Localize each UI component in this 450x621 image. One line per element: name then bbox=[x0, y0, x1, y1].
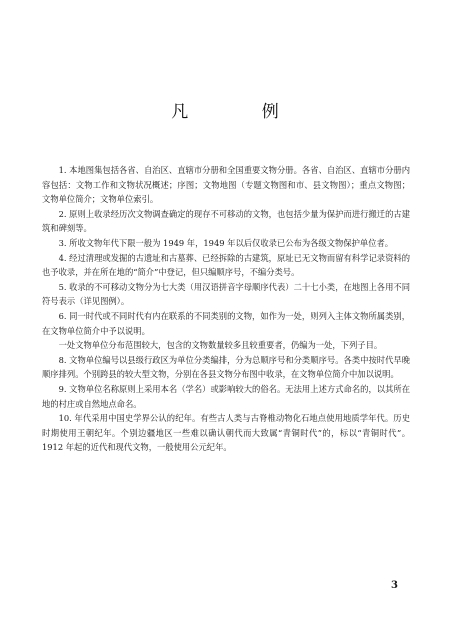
paragraph-1: 1. 本地图集包括各省、自治区、直辖市分册和全国重要文物分册。各省、自治区、直辖市分册内容包括：文物工作和文物状况概述；序图；文物地图（专题文物图和市、县文物图）；重点文物图；文物单位简介；文物单位索引。 bbox=[42, 165, 410, 205]
body-text bbox=[42, 163, 410, 455]
paragraph-2: 2. 原则上收录经历次文物调查确定的现存不可移动的文物，也包括少量为保护而进行搬迁的古建筑和碑刻等。 bbox=[42, 208, 410, 234]
page-number: 3 bbox=[391, 580, 398, 591]
paragraph-7: 一处文物单位分布范围较大，包含的文物数量较多且较重要者，仍编为一处，下列子目。 bbox=[58, 340, 383, 351]
paragraph-9: 9. 文物单位名称原则上采用本名（学名）或影响较大的俗名。无法用上述方式命名的，以其所在地的村庄或自然地点命名。 bbox=[42, 383, 410, 409]
paragraph-4: 4. 经过清理或发掘的古遗址和古墓葬、已经拆除的古建筑，原址已无文物而留有科学记录资料的也予收录，并在所在地的“简介”中登记，但只编顺序号，不编分类号。 bbox=[42, 252, 410, 278]
paragraph-3: 3. 所收文物年代下限一般为 1949 年，1949 年以后仅收录已公布为各级文物保护单位者。 bbox=[58, 237, 394, 248]
paragraph-6: 6. 同一时代或不同时代有内在联系的不同类别的文物，如作为一处，则列入主体文物所属类别，在文物单位简介中予以说明。 bbox=[42, 310, 410, 336]
paragraph-5: 5. 收录的不可移动文物分为七大类（用汉语拼音字母顺序代表）二十七小类，在地图上各用不同符号表示（详见图例）。 bbox=[42, 281, 410, 307]
page-title: 凡 例 bbox=[171, 102, 313, 122]
paragraph-10: 10. 年代采用中国史学界公认的纪年。有些古人类与古脊椎动物化石地点使用地质学年代。历史时期使用王朝纪年。个别边疆地区一些难以确认朝代而大致属“青铜时代”的，标以“青铜时代”。1912 年起的近代和现代文物，一般使用公元纪年。 bbox=[42, 413, 410, 453]
paragraph-8: 8. 文物单位编号以县级行政区为单位分类编排，分为总顺序号和分类顺序号。各类中按时代早晚顺序排列。个别跨县的较大型文物，分别在各县文物分布图中收录，在文物单位简介中加以说明。 bbox=[42, 354, 410, 380]
